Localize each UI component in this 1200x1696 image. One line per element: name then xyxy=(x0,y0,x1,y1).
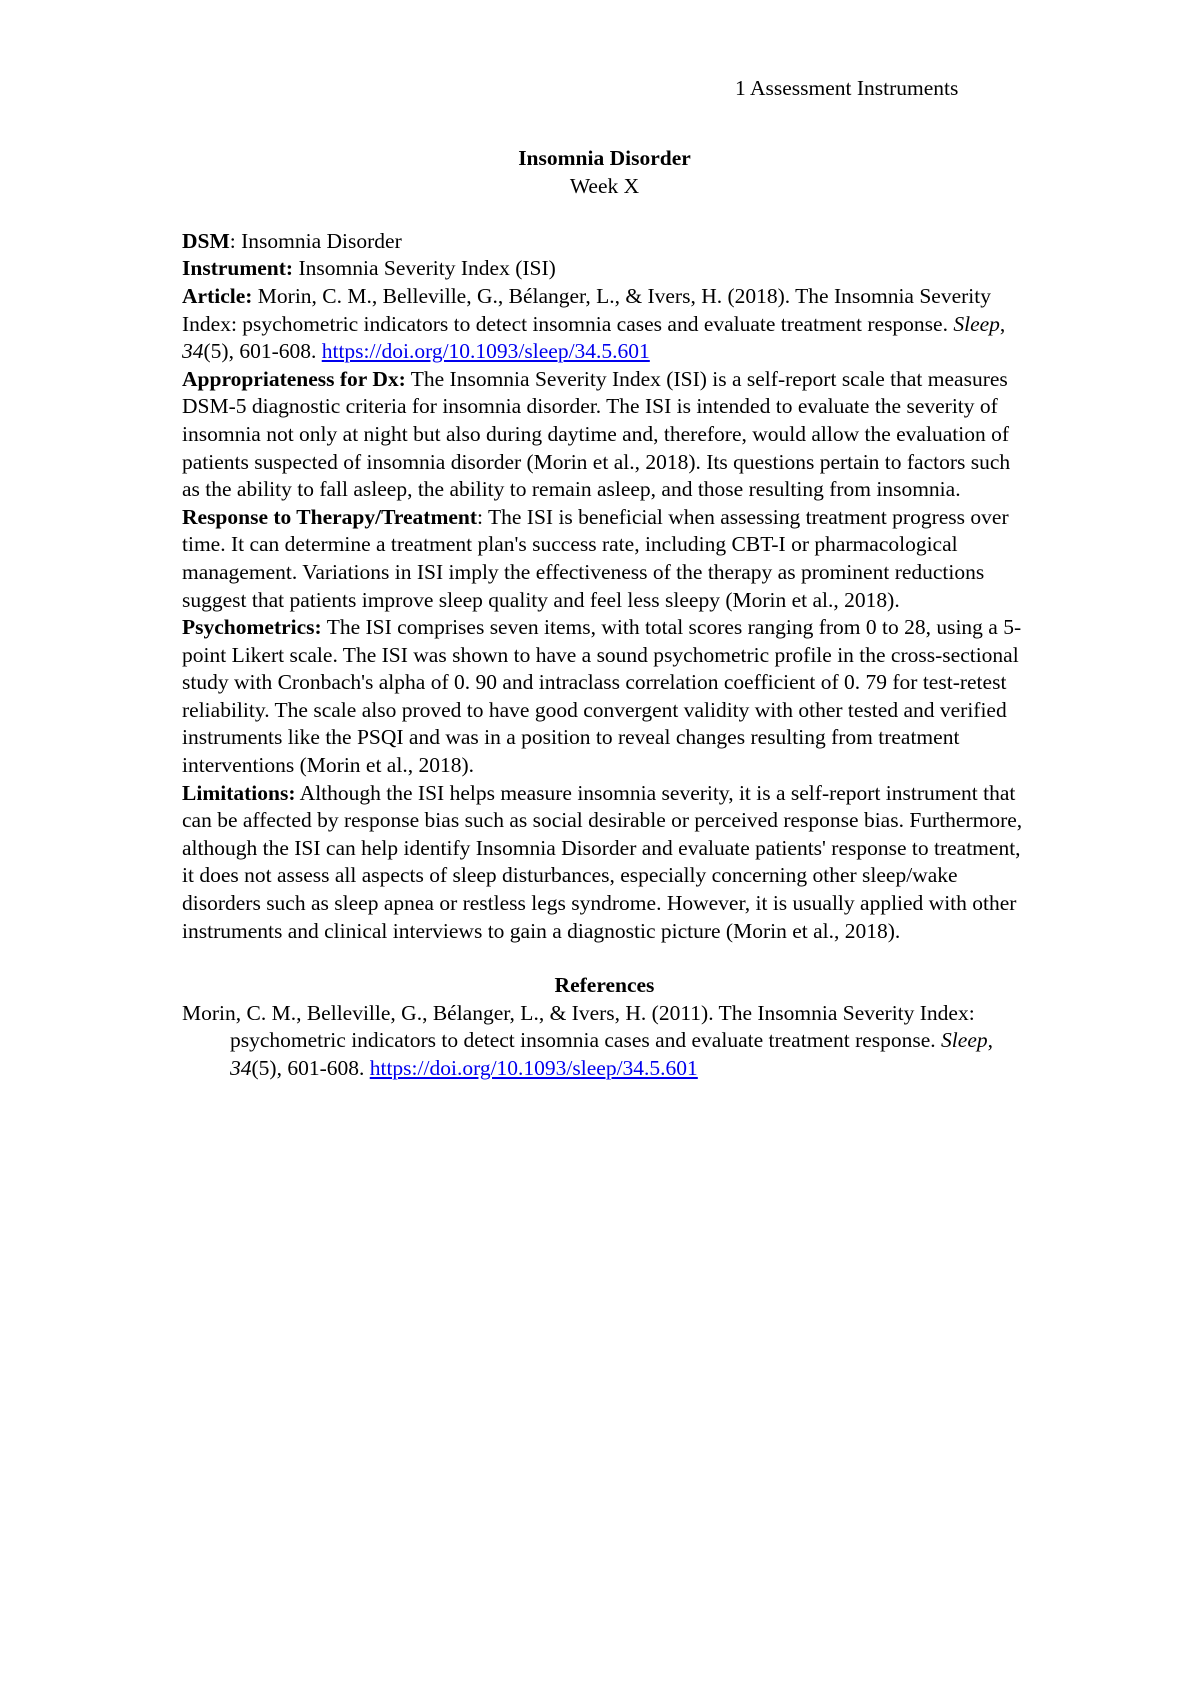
reference-issue-pages: (5), 601-608. xyxy=(251,1056,370,1080)
psychometrics-text: The ISI comprises seven items, with total scores ranging from 0 to 28, using a 5-point Likert scale. The ISI was shown to have a sound psychometric profile in the cross-sectional study with Cronbach's alpha of 0. 90 and intraclass correlation coefficient of 0. 79 for test-retest reliability. The scale also proved to have good convergent validity with other tested and verified instruments like the PSQI and was in a position to reveal changes resulting from treatment interventions (Morin et al., 2018). xyxy=(182,615,1022,778)
limitations-paragraph xyxy=(182,780,1027,946)
document-subtitle: Week X xyxy=(569,173,640,198)
dsm-line xyxy=(182,228,1027,256)
limitations-text: Although the ISI helps measure insomnia severity, it is a self-report instrument that can be affected by response bias such as social desirable or perceived response bias. Furthermore, although the ISI can help identify Insomnia Disorder and evaluate patients' response to treatment, it does not assess all aspects of sleep disturbances, especially concerning other sleep/wake disorders such as sleep apnea or restless legs syndrome. However, it is usually applied with other instruments and clinical interviews to gain a diagnostic picture (Morin et al., 2018). xyxy=(182,780,1023,943)
document-title: Insomnia Disorder xyxy=(518,146,691,170)
article-issue-pages: (5), 601-608. xyxy=(203,339,322,364)
psychometrics-label: Psychometrics: xyxy=(182,615,322,640)
article-journal: Sleep xyxy=(953,311,1000,336)
dsm-separator: : xyxy=(229,228,236,253)
blank-line xyxy=(182,200,1027,228)
limitations-label: Limitations: xyxy=(182,780,296,805)
response-text: : The ISI is beneficial when assessing treatment progress over time. It can determine a treatment plan's success rate, including CBT-I or pharmacological management. Variations in ISI imply the effectiveness of the therapy as prominent reductions suggest that patients improve sleep quality and feel less sleepy (Morin et al., 2018). xyxy=(182,504,1009,612)
instrument-line xyxy=(182,255,1027,283)
article-label: Article: xyxy=(182,283,253,308)
dsm-label: DSM xyxy=(182,228,230,253)
instrument-text: Insomnia Severity Index (ISI) xyxy=(293,256,556,281)
reference-comma: , xyxy=(987,1028,993,1053)
article-citation: Morin, C. M., Belleville, G., Bélanger, L., & Ivers, H. (2018). The Insomnia Severity Index: psychometric indicators to detect insomnia cases and evaluate treatment response. xyxy=(182,283,991,336)
reference-journal: Sleep xyxy=(941,1028,988,1053)
article-volume: 34 xyxy=(182,339,204,364)
article-paragraph xyxy=(182,283,1027,366)
instrument-label: Instrument: xyxy=(182,256,294,281)
references-heading: References xyxy=(554,973,655,998)
response-label: Response to Therapy/Treatment xyxy=(182,504,478,529)
appropriateness-paragraph xyxy=(182,366,1027,504)
appropriateness-label: Appropriateness for Dx: xyxy=(182,366,406,391)
reference-volume: 34 xyxy=(230,1056,252,1080)
appropriateness-text: The Insomnia Severity Index (ISI) is a self-report scale that measures DSM-5 diagnostic criteria for insomnia disorder. The ISI is intended to evaluate the severity of insomnia not only at night but also during daytime and, therefore, would allow the evaluation of patients suspected of insomnia disorder (Morin et al., 2018). Its questions pertain to factors such as the ability to fall asleep, the ability to remain asleep, and those resulting from insomnia. xyxy=(182,366,1011,502)
reference-citation: Morin, C. M., Belleville, G., Bélanger, L., & Ivers, H. (2011). The Insomnia Severity Index: psychometric indicators to detect insomnia cases and evaluate treatment response. xyxy=(182,1000,975,1053)
running-head: 1 Assessment Instruments xyxy=(735,76,959,100)
article-comma: , xyxy=(999,311,1006,336)
document-body xyxy=(182,145,1027,1083)
response-paragraph xyxy=(182,504,1027,614)
psychometrics-paragraph xyxy=(182,614,1027,780)
reference-doi-link[interactable]: https://doi.org/10.1093/sleep/34.5.601 xyxy=(369,1056,698,1080)
dsm-text: Insomnia Disorder xyxy=(235,228,402,253)
reference-entry xyxy=(182,1000,1027,1083)
article-doi-link[interactable]: https://doi.org/10.1093/sleep/34.5.601 xyxy=(321,339,650,364)
